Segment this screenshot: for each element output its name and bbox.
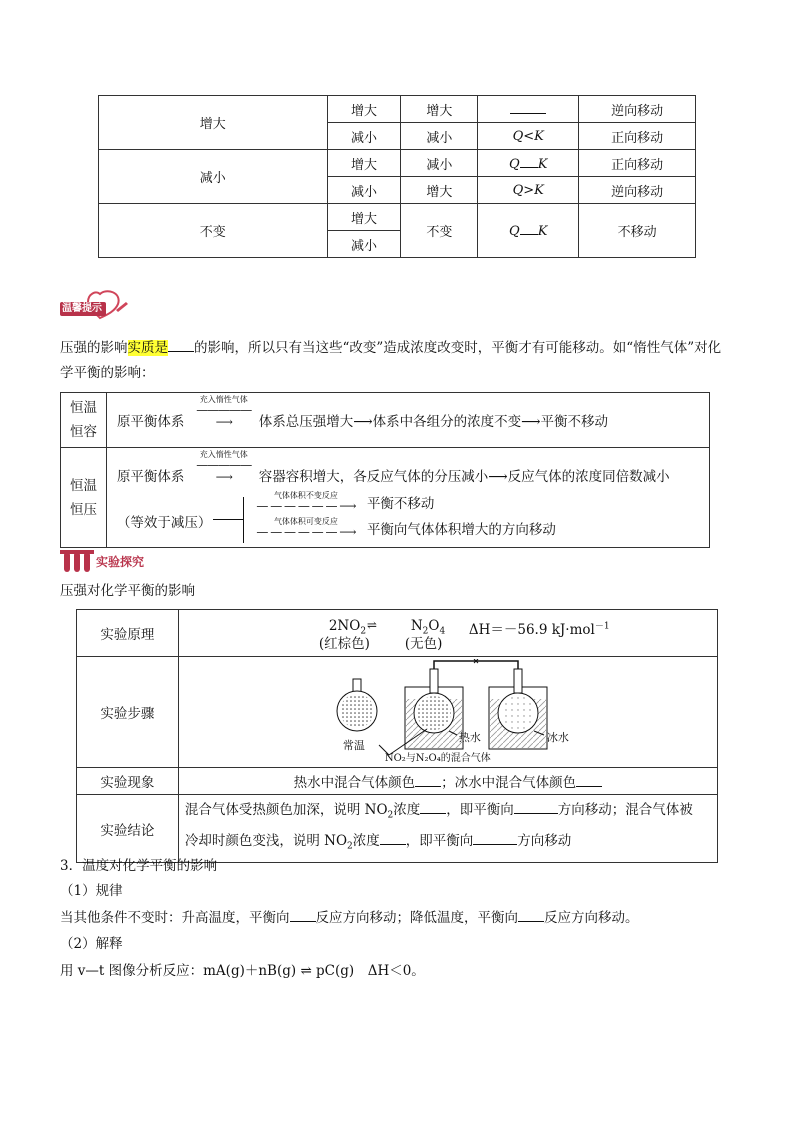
cell: 增大 [327, 96, 401, 123]
q-blank-cell: Q K [478, 204, 579, 258]
label-cell: 实验步骤 [77, 657, 179, 768]
tip-banner-label: 温馨提示 [62, 303, 102, 314]
conclusion-cell: 混合气体受热颜色加深，说明 $NO_2$浓度 ，即平衡向 方向移动；混合气体被 冷却时颜色变浅，说明 $NO_2$浓度 ，即平衡向 方向移动 [178, 795, 717, 863]
cell: 正向移动 [579, 150, 696, 177]
principle-cell: $2NO_2$ ⇌ $N_2O_4$ ΔH＝－56.9 kJ·mol$^{-1}$ (红棕色) (无色) [178, 610, 717, 657]
label-mix: NO₂与N₂O₄的混合气体 [384, 753, 491, 764]
q-cell: Q<K [478, 123, 579, 150]
reaction-right: $N_2O_4$ [410, 618, 446, 637]
label-hot: 热水 [458, 731, 481, 744]
label-ice: 冰水 [546, 731, 569, 744]
group-cell: 增大 [99, 96, 328, 150]
cell: 逆向移动 [579, 177, 696, 204]
effect-table [98, 95, 696, 258]
reaction-left: $2NO_2$ [328, 618, 367, 637]
cell: 不移动 [579, 204, 696, 258]
phenomenon-cell: 热水中混合气体颜色 ；冰水中混合气体颜色 [178, 768, 717, 795]
exp-banner-label: 实验探究 [96, 555, 145, 569]
cell: 增大 [401, 96, 478, 123]
explain-text: 用 v—t 图像分析反应：mA(g)＋nB(g) ⇌ pC(g) ΔH＜0。 [60, 963, 425, 979]
q-blank-cell: Q K [478, 150, 579, 177]
test-tubes-icon [60, 548, 94, 574]
label-cell: 实验结论 [77, 795, 179, 863]
cell: 不变 [401, 204, 478, 258]
pressure-paragraph-line2: 学平衡的影响： [60, 365, 155, 381]
highlight: 实质是 [127, 340, 168, 356]
label-cell: 实验原理 [77, 610, 179, 657]
pressure-paragraph: 压强的影响实质是 的影响，所以只有当这些“改变”造成浓度改变时，平衡才有可能移动。如“惰性气体”对化 [60, 340, 722, 356]
rule-text: 当其他条件不变时：升高温度，平衡向 反应方向移动；降低温度，平衡向 反应方向移动。 [60, 910, 639, 926]
label-cell: 实验现象 [77, 768, 179, 795]
section-heading: 3．温度对化学平衡的影响 [60, 858, 218, 874]
cell: 减小 [401, 150, 478, 177]
group-cell: 减小 [99, 150, 328, 204]
enthalpy: ΔH＝－56.9 kJ·mol$^{-1}$ [468, 621, 610, 638]
flow-cell: 原平衡体系 充入惰性气体 —————⟶ 容器容积增大，各反应气体的分压减小⟶反应气体的浓度同倍数减小 （等效于减压） 气体体积不变反应 — — — — — — ⟶ 平衡不移动 气体体积可变反应 — — — — — — ⟶ 平衡向气体体积增大的方向移动 [106, 448, 709, 548]
cell: 减小 [327, 123, 401, 150]
cell: 增大 [327, 204, 401, 231]
group-cell: 不变 [99, 204, 328, 258]
inert-gas-table [60, 392, 710, 548]
sub-heading: （1）规律 [60, 883, 123, 899]
cell: 逆向移动 [579, 96, 696, 123]
exp-banner [60, 548, 170, 574]
label-cell: 恒温 恒容 [61, 393, 107, 448]
figure-cell [178, 657, 717, 768]
label-cell: 恒温 恒压 [61, 448, 107, 548]
cell: 正向移动 [579, 123, 696, 150]
cell: 减小 [327, 177, 401, 204]
tip-banner [60, 290, 130, 316]
answer-blank [478, 96, 579, 123]
flow-cell: 原平衡体系 充入惰性气体 —————⟶ 体系总压强增大⟶体系中各组分的浓度不变⟶平衡不移动 [106, 393, 709, 448]
q-cell: Q>K [478, 177, 579, 204]
experiment-table [76, 609, 718, 863]
cell: 减小 [401, 123, 478, 150]
exp-title: 压强对化学平衡的影响 [60, 583, 195, 599]
cell: 减小 [327, 231, 401, 258]
cell: 增大 [327, 150, 401, 177]
label-normal: 常温 [342, 739, 365, 752]
sub-heading: （2）解释 [60, 936, 123, 952]
cell: 增大 [401, 177, 478, 204]
equilibrium-arrow: ⇌ [366, 618, 377, 632]
